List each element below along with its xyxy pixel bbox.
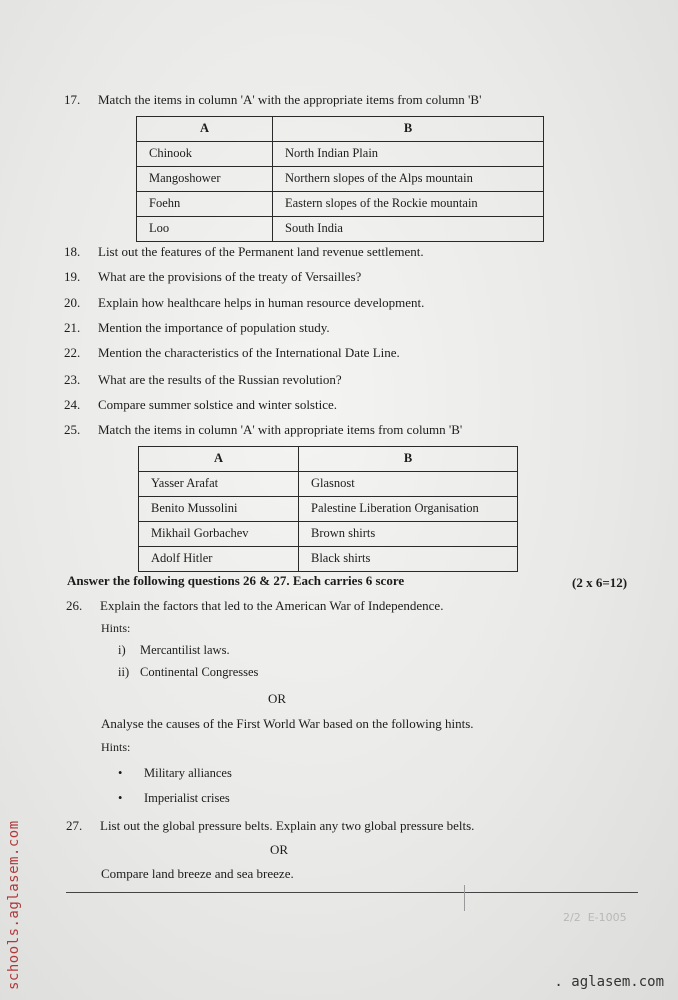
page-number: 2/2 [563, 911, 581, 924]
hint-marker: i) [118, 643, 126, 657]
question-number: 24. [64, 397, 81, 412]
question-text: What are the results of the Russian revolution? [98, 372, 342, 387]
question-23 [64, 372, 342, 388]
question-text: Compare summer solstice and winter solstice. [98, 397, 338, 412]
footer-divider [66, 892, 638, 893]
match-table-2 [138, 446, 518, 572]
question-25 [64, 422, 462, 438]
question-number: 17. [64, 92, 81, 107]
table-cell: Adolf Hitler [139, 547, 299, 572]
bottom-watermark: . aglasem.com [554, 974, 664, 990]
table-cell: Chinook [137, 142, 273, 167]
question-text: Mention the importance of population study. [98, 320, 330, 335]
question-number: 26. [66, 598, 83, 613]
question-21 [64, 320, 330, 336]
or-divider: OR [270, 842, 289, 857]
table-cell: South India [273, 217, 544, 242]
table-cell: Mikhail Gorbachev [139, 522, 299, 547]
question-number: 19. [64, 269, 81, 284]
table-cell: Eastern slopes of the Rockie mountain [273, 192, 544, 217]
match-table-1 [136, 116, 544, 242]
question-number: 27. [66, 818, 83, 833]
question-text: List out the features of the Permanent land revenue settlement. [98, 244, 424, 259]
question-17 [64, 92, 481, 108]
question-18 [64, 244, 424, 260]
question-number: 22. [64, 345, 81, 360]
table-cell: Northern slopes of the Alps mountain [273, 167, 544, 192]
column-b-header: B [299, 447, 518, 472]
table-cell: Mangoshower [137, 167, 273, 192]
table-cell: Loo [137, 217, 273, 242]
column-a-header: A [137, 117, 273, 142]
section-marks: (2 x 6=12) [572, 575, 628, 590]
question-number: 23. [64, 372, 81, 387]
question-27 [66, 818, 474, 834]
table-cell: Yasser Arafat [139, 472, 299, 497]
bullet-icon: • [118, 791, 123, 805]
table-cell: Black shirts [299, 547, 518, 572]
table-row [139, 522, 518, 547]
bullet-text: Imperialist crises [144, 791, 230, 805]
table-row [137, 167, 544, 192]
hints-label: Hints: [101, 740, 131, 754]
table-cell: Glasnost [299, 472, 518, 497]
question-text: Match the items in column 'A' with appropriate items from column 'B' [98, 422, 463, 437]
or-divider: OR [268, 691, 287, 706]
table-cell: Palestine Liberation Organisation [299, 497, 518, 522]
hint-marker: ii) [118, 665, 130, 679]
question-20 [64, 295, 424, 311]
alternative-question-text: Compare land breeze and sea breeze. [101, 866, 294, 881]
paper-code: E-1005 [587, 911, 627, 924]
table-cell: Benito Mussolini [139, 497, 299, 522]
question-number: 25. [64, 422, 81, 437]
footer-tick [464, 885, 465, 911]
table-cell: North Indian Plain [273, 142, 544, 167]
hint-text: Mercantilist laws. [140, 643, 230, 657]
question-22 [64, 345, 400, 361]
table-row [137, 142, 544, 167]
bullet-item [118, 766, 232, 781]
hint-item [118, 665, 258, 680]
hint-text: Continental Congresses [140, 665, 259, 679]
question-text: What are the provisions of the treaty of Versailles? [98, 269, 362, 284]
table-row [139, 497, 518, 522]
question-number: 20. [64, 295, 81, 310]
table-cell: Brown shirts [299, 522, 518, 547]
question-number: 18. [64, 244, 81, 259]
bullet-icon: • [118, 766, 123, 780]
question-text: Match the items in column 'A' with the appropriate items from column 'B' [98, 92, 482, 107]
hint-item [118, 643, 230, 658]
question-text: List out the global pressure belts. Explain any two global pressure belts. [100, 818, 475, 833]
column-a-header: A [139, 447, 299, 472]
table-row [139, 547, 518, 572]
question-24 [64, 397, 337, 413]
bullet-item [118, 791, 230, 806]
question-text: Mention the characteristics of the International Date Line. [98, 345, 400, 360]
side-watermark: schools.aglasem.com [6, 820, 22, 990]
question-text: Explain the factors that led to the American War of Independence. [100, 598, 444, 613]
bullet-text: Military alliances [144, 766, 232, 780]
question-number: 21. [64, 320, 81, 335]
table-row [137, 217, 544, 242]
table-cell: Foehn [137, 192, 273, 217]
question-19 [64, 269, 361, 285]
footer-page-code [563, 911, 627, 924]
hints-label: Hints: [101, 621, 131, 635]
alternative-question-text: Analyse the causes of the First World War based on the following hints. [101, 716, 474, 731]
question-26 [66, 598, 443, 614]
section-heading: Answer the following questions 26 & 27. Each carries 6 score [67, 573, 405, 588]
table-row [139, 472, 518, 497]
column-b-header: B [273, 117, 544, 142]
table-row [137, 192, 544, 217]
question-text: Explain how healthcare helps in human resource development. [98, 295, 425, 310]
